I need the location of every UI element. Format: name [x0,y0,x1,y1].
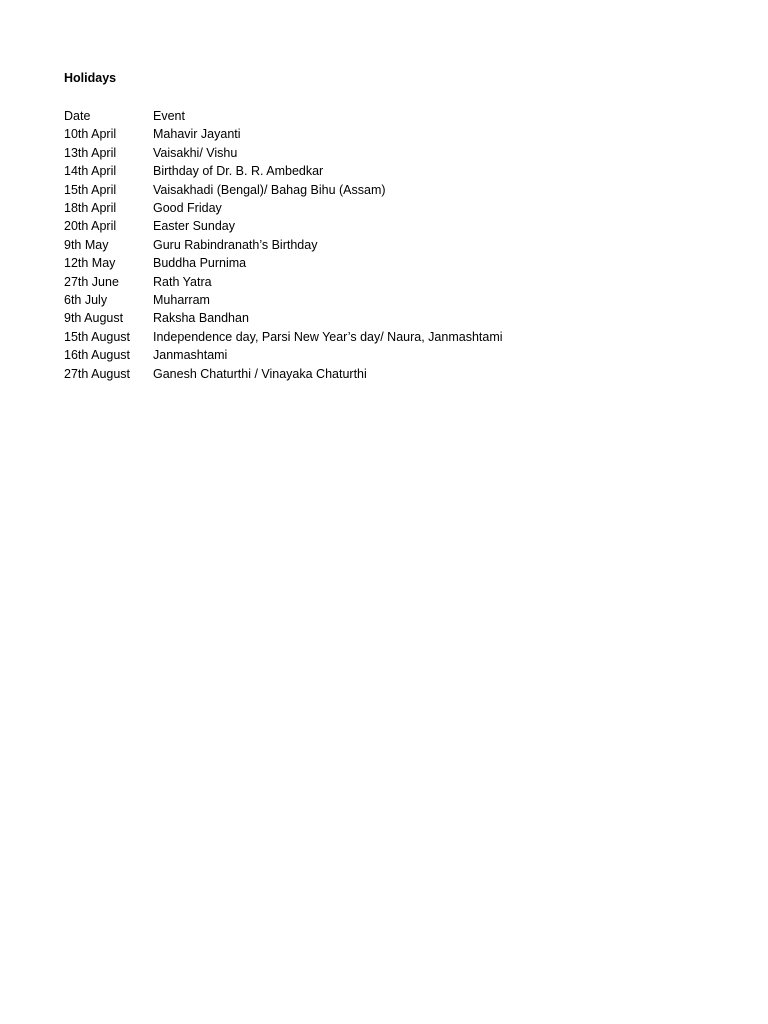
cell-date: 12th May [64,256,116,271]
holiday-table [64,107,713,383]
cell-event: Ganesh Chaturthi / Vinayaka Chaturthi [153,366,367,381]
cell-date: 9th August [64,311,124,326]
table-row [64,254,713,272]
cell-date: 18th April [64,201,117,216]
cell-date: 9th May [64,237,109,252]
table-row [64,328,713,346]
cell-event: Buddha Purnima [153,256,247,271]
cell-event: Easter Sunday [153,219,235,234]
cell-event: Vaisakhadi (Bengal)/ Bahag Bihu (Assam) [153,182,386,197]
cell-date: 14th April [64,164,117,179]
table-header-row [64,107,713,125]
table-row [64,144,713,162]
cell-event: Good Friday [153,201,222,216]
cell-event: Independence day, Parsi New Year’s day/ Naura, Janmashtami [153,329,503,344]
cell-event: Birthday of Dr. B. R. Ambedkar [153,164,324,179]
table-row [64,162,713,180]
table-row [64,309,713,327]
cell-date: 27th June [64,274,119,289]
table-row [64,236,713,254]
table-row [64,217,713,235]
table-row [64,346,713,364]
table-row [64,273,713,291]
cell-date: 27th August [64,366,131,381]
table-row [64,365,713,383]
cell-event: Guru Rabindranath’s Birthday [153,237,318,252]
cell-event: Vaisakhi/ Vishu [153,145,238,160]
header-event: Event [153,109,185,123]
table-row [64,199,713,217]
cell-event: Mahavir Jayanti [153,127,241,142]
cell-event: Raksha Bandhan [153,311,249,326]
cell-event: Muharram [153,293,210,308]
cell-date: 6th July [64,293,108,308]
cell-date: 20th April [64,219,117,234]
cell-date: 10th April [64,127,117,142]
table-row [64,291,713,309]
cell-date: 16th August [64,348,131,363]
header-date: Date [64,109,91,123]
table-row [64,125,713,143]
page-title: Holidays [64,71,117,85]
document-page [64,70,744,383]
cell-date: 13th April [64,145,117,160]
table-row [64,181,713,199]
cell-event: Janmashtami [153,348,228,363]
cell-date: 15th April [64,182,117,197]
cell-date: 15th August [64,329,131,344]
cell-event: Rath Yatra [153,274,212,289]
